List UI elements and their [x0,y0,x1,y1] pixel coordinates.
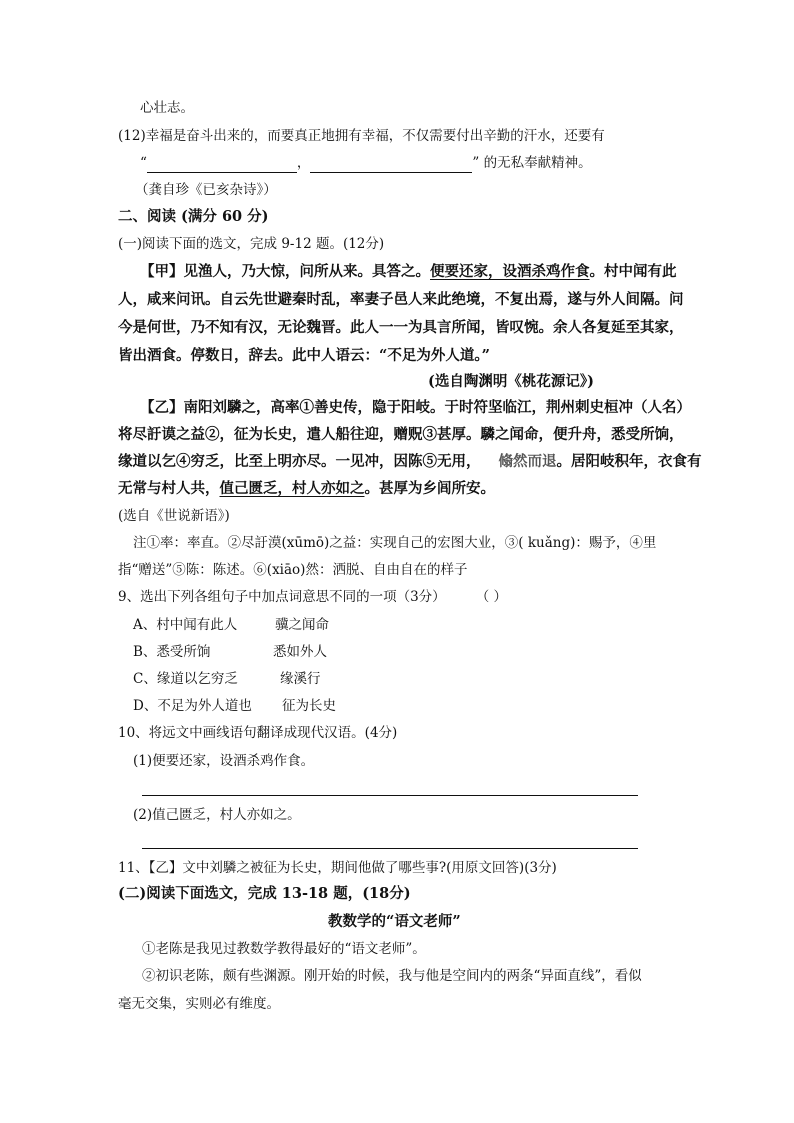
option-a-left: A、村中闻有此人 [133,617,238,633]
passage-jia-line-3: 今是何世，乃不知有汉，无论魏晋。此人一一为具言所闻，皆叹惋。余人各复延至其家， [118,319,684,336]
part2-intro: (二)阅读下面选文，完成 13-18 题，(18分) [118,885,411,902]
option-c[interactable] [133,669,238,689]
passage-jia-line-2: 人，咸来问讯。自云先世避秦时乱，率妻子邑人来此绝境，不复出焉，遂与外人间隔。问 [118,291,684,308]
option-b[interactable] [133,642,210,662]
answer-blank-1[interactable] [147,158,297,173]
option-a-right: 骥之闻命 [275,617,329,633]
passage-jia-line-1 [140,262,677,282]
continued-line: 心壮志。 [140,100,194,116]
option-c-left: C、缘道以乞穷乏 [133,671,238,687]
article-paragraph-2-line-2: 毫无交集，实则必有维度。 [118,996,280,1012]
article-title: 教数学的“语文老师” [328,913,461,930]
underlined-sentence-2: 值己匮乏，村人亦如之 [219,480,365,497]
question-10-sentence-1: (1)便要还家，设酒杀鸡作食。 [133,753,315,769]
option-a[interactable] [133,615,237,635]
passage-yi-line-3 [118,452,702,472]
article-paragraph-2-line-1: ②初识老陈，颇有些渊源。刚开始的时候，我与他是空间内的两条“异面直线”，看似 [142,968,642,984]
notes-line-1: 注①率：率直。②尽訏漠(xūmō)之益：实现自己的宏图大业，③( kuǎng)：赐予，④里 [133,535,657,551]
passage-yi-text-faded: 翛然而退 [498,453,557,470]
answer-blank-2[interactable] [310,158,472,173]
answer-line-1[interactable] [142,795,638,796]
passage-yi-source: (选自《世说新语》) [118,508,230,524]
passage-jia-line-4: 皆出酒食。停数日，辞去。此中人语云：“不足为外人道。” [118,347,490,364]
underlined-sentence-1: 便要还家，设酒杀鸡作食 [430,263,590,280]
passage-yi-text: 。甚厚为乡闾所安。 [364,480,495,497]
passage-jia-text: 。村中闻有此 [589,263,677,280]
passage-yi-text: 无常与村人共， [118,480,220,497]
question-11-stem: 11、【乙】文中刘驎之被征为长史，期间他做了哪些事?(用原文回答)(3分) [118,860,557,876]
option-d-right: 征为长史 [282,698,336,714]
part1-intro: (一)阅读下面的选文，完成 9-12 题。(12分) [118,236,385,252]
notes-line-2: 指“赠送”⑤陈：陈述。⑥(xiāo)然：洒脱、自由自在的样子 [118,562,468,578]
question-12-tail: ” 的无私奉献精神。 [472,155,592,171]
passage-yi-line-4 [118,479,495,499]
passage-jia-source: (选自陶渊明《桃花源记》) [428,373,594,390]
passage-yi-text: 。居阳岐积年，衣食有 [556,453,702,470]
option-d[interactable] [133,696,252,716]
article-paragraph-1: ①老陈是我见过教数学教得最好的“语文老师”。 [142,941,426,957]
question-12-blanks [140,153,592,173]
question-9-stem [118,587,507,607]
question-12: (12)幸福是奋斗出来的，而要真正地拥有幸福，不仅需要付出辛勤的汗水，还要有 [118,128,605,144]
question-12-source: （龚自珍《已亥杂诗》） [135,182,277,198]
section-heading: 二、阅读 (满分 60 分) [118,208,269,225]
passage-yi-text: 缘道以乞④穷乏，比至上明亦尽。一见冲，因陈⑤无用， [118,453,481,470]
question-10-stem: 10、将远文中画线语句翻译成现代汉语。(4分) [118,725,398,741]
comma: ， [296,155,311,171]
question-10-sentence-2: (2)值己匮乏，村人亦如之。 [133,807,301,823]
passage-yi-line-2: 将尽訏谟之益②，征为长史，遣人船往迎，赠贶③甚厚。驎之闻命，便升舟，悉受所饷， [118,426,684,443]
answer-line-2[interactable] [142,848,638,849]
passage-jia-text: 【甲】见渔人，乃大惊，问所从来。具答之。 [140,263,430,280]
option-d-left: D、不足为外人道也 [133,698,252,714]
answer-paren[interactable]: （ ） [475,589,507,605]
open-quote: “ [140,155,147,171]
question-9-text: 9、选出下列各组句子中加点词意思不同的一项（3分） [118,589,446,605]
option-c-right: 缘溪行 [280,671,321,687]
passage-yi-line-1: 【乙】南阳刘驎之，高率①善史传，隐于阳岐。于时符坚临江，荆州刺史桓冲（人名） [140,399,691,416]
option-b-left: B、悉受所饷 [133,644,211,660]
option-b-right: 悉如外人 [273,644,327,660]
